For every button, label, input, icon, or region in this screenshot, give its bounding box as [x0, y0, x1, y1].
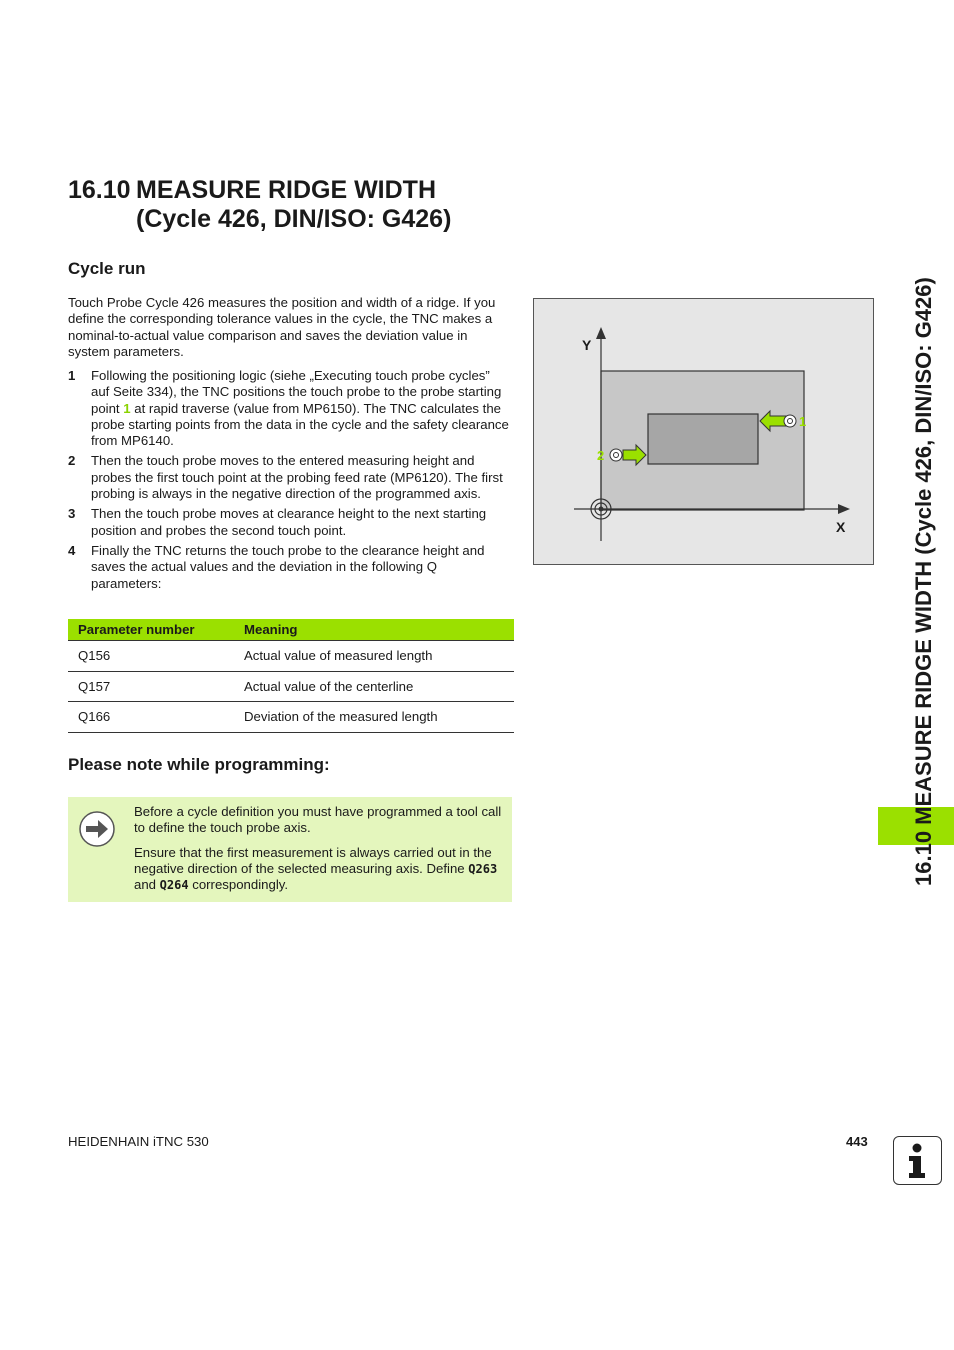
step-text: Following the positioning logic (siehe „Executing touch probe cycles” auf Seite 334), the TNC positions the touch probe to the probe starting point [91, 368, 502, 416]
q-parameter-table [68, 619, 514, 733]
diagram-svg [534, 299, 873, 564]
side-running-header: 16.10 MEASURE RIDGE WIDTH (Cycle 426, DIN/ISO: G426) [911, 277, 936, 886]
notes-heading: Please note while programming: [68, 755, 330, 774]
footer-product: HEIDENHAIN iTNC 530 [68, 1134, 209, 1149]
column-header-parameter: Parameter number [68, 619, 236, 641]
ridge-shape [648, 414, 758, 464]
step-number: 3 [68, 506, 76, 522]
steps-list [68, 368, 510, 596]
title-line-1: MEASURE RIDGE WIDTH [136, 176, 436, 204]
step-number: 2 [68, 453, 76, 469]
page-number: 443 [846, 1134, 868, 1149]
ridge-diagram [533, 298, 874, 565]
x-axis-label: X [836, 519, 846, 535]
arrow-right-icon [78, 810, 116, 852]
parameter-cell: Q157 [68, 671, 236, 702]
note-text: and [134, 877, 160, 893]
list-item [68, 368, 510, 449]
meaning-cell: Actual value of measured length [236, 641, 514, 672]
step-text: Then the touch probe moves to the entered measuring height and probes the first touch point at the probing feed rate (MP6120). The first probing is always in the negative direction of the programmed axis. [91, 453, 503, 502]
y-axis-label: Y [582, 337, 592, 353]
probe-point-1-icon [784, 415, 796, 427]
meaning-cell: Deviation of the measured length [236, 702, 514, 733]
info-icon [893, 1136, 942, 1185]
y-axis-arrow [596, 327, 606, 339]
table-header-row [68, 619, 514, 641]
list-item [68, 453, 510, 502]
point-2-label: 2 [597, 448, 605, 463]
meaning-cell: Actual value of the centerline [236, 671, 514, 702]
point-1-label: 1 [799, 414, 807, 429]
step-text-continued: at rapid traverse (value from MP6150). The TNC calculates the probe starting points from the data in the cycle and the safety clearance from MP6140. [91, 400, 509, 449]
table-row [68, 702, 514, 733]
step-text: Then the touch probe moves at clearance height to the next starting position and probes the second touch point. [91, 506, 487, 538]
x-axis-arrow [838, 504, 850, 514]
section-number: 16.10 [68, 176, 131, 204]
list-item [68, 506, 510, 539]
intro-paragraph: Touch Probe Cycle 426 measures the position and width of a ridge. If you define the corresponding tolerance values in the cycle, the TNC makes a nominal-to-actual value comparison and saves the deviation value in system parameters. [68, 295, 496, 359]
step-number: 4 [68, 542, 76, 558]
list-item [68, 543, 510, 592]
step-number: 1 [68, 368, 76, 383]
title-line-2: (Cycle 426, DIN/ISO: G426) [136, 205, 452, 233]
parameter-cell: Q156 [68, 641, 236, 672]
step-text: Finally the TNC returns the touch probe to the clearance height and saves the actual values and the deviation in the following Q parameters: [91, 542, 485, 591]
point-ref-highlight: 1 [123, 400, 131, 416]
q263-code: Q263 [468, 861, 498, 876]
probe-point-2-icon [610, 449, 622, 461]
note-paragraph-2 [134, 845, 504, 894]
note-text: Ensure that the first measurement is always carried out in the negative direction of the selected measuring axis. Define [134, 844, 492, 876]
note-text: correspondingly. [188, 877, 289, 893]
table-row [68, 671, 514, 702]
note-box [68, 797, 512, 902]
q264-code: Q264 [159, 878, 189, 893]
table-row [68, 641, 514, 672]
cycle-run-heading: Cycle run [68, 259, 146, 278]
note-paragraph-1: Before a cycle definition you must have programmed a tool call to define the touch probe axis. [134, 804, 502, 836]
parameter-cell: Q166 [68, 702, 236, 733]
column-header-meaning: Meaning [236, 619, 514, 641]
page-title [68, 176, 451, 234]
